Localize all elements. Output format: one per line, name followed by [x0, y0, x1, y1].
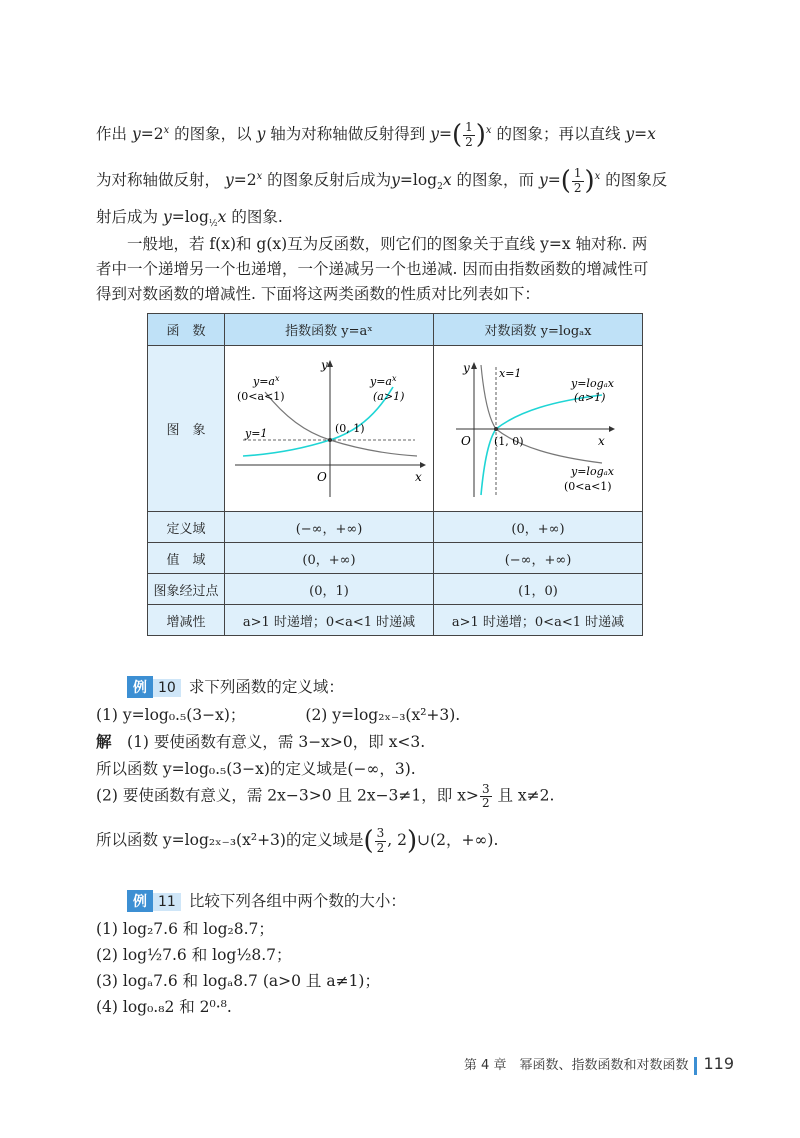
ex11-q3: (3) logₐ7.6 和 logₐ8.7 (a>0 且 a≠1)；: [96, 972, 380, 990]
exp-left-cond: (0<a<1): [237, 389, 285, 403]
header-cell: 对数函数 y=logₐx: [434, 314, 643, 346]
intro-line-1: 作出 $y=2^x$ 的图象，以 y 轴为对称轴做反射得到 y=( $\frac{1}{2}$ )$^x$ 的图象；再以直线 y=x: [96, 120, 656, 150]
exp-left-label: $y=a^x$: [253, 373, 280, 388]
example-badge: 例: [127, 890, 153, 912]
log-origin-label: O: [461, 433, 471, 448]
ex10-solution-4: 所以函数 y=log₂ₓ₋₃(x²+3)的定义域是( $\frac{3}{2}$ , 2)∪(2，+∞).: [96, 826, 499, 856]
table-row: [148, 574, 643, 605]
log-top-label: y=logₐx: [571, 376, 614, 390]
log-point-label: (1, 0): [494, 434, 524, 448]
example-number: 11: [153, 893, 181, 911]
exp-y-label: y: [321, 357, 328, 372]
ex10-solution-3: (2) 要使函数有意义，需 2x−3>0 且 2x−3≠1，即 x> $\frac{3}{2}$ 且 x≠2.: [96, 782, 555, 811]
exp-intersection-point: [328, 438, 332, 442]
footer-divider: [694, 1057, 697, 1075]
log-intersection-point: [494, 427, 498, 431]
log-y-label: y: [463, 360, 470, 375]
page-number: 119: [703, 1054, 734, 1073]
graph-label: 图 象: [148, 346, 225, 512]
example-number: 10: [153, 679, 181, 697]
solution-label: 解: [96, 732, 112, 751]
ex10-questions: (1) y=log₀.₅(3−x)； (2) y=log₂ₓ₋₃(x²+3).: [96, 706, 461, 724]
example-11-title: 例 11 比较下列各组中两个数的大小：: [127, 889, 406, 912]
comparison-table: [147, 313, 643, 636]
graph-row: [148, 346, 643, 512]
example-10-title: 例 10 求下列函数的定义域：: [127, 675, 344, 698]
exp-graph: [225, 347, 433, 507]
exp-cell: (−∞，+∞): [225, 512, 434, 543]
log-graph-cell: [434, 346, 643, 512]
exp-right-cond: (a>1): [373, 389, 405, 403]
row-label: 增减性: [148, 605, 225, 636]
page-footer: [464, 1054, 734, 1075]
table-header-row: [148, 314, 643, 346]
log-cell: (0，+∞): [434, 512, 643, 543]
log-x-label: x: [598, 433, 605, 448]
table-row: [148, 543, 643, 574]
exp-y-arrow: [327, 360, 333, 367]
log-cell: (−∞，+∞): [434, 543, 643, 574]
exp-cell: (0，+∞): [225, 543, 434, 574]
log-graph: [434, 347, 642, 507]
log-cell: (1，0): [434, 574, 643, 605]
example-badge: 例: [127, 676, 153, 698]
log-cell: a>1 时递增；0<a<1 时递减: [434, 605, 643, 636]
log-bot-label: y=logₐx: [571, 464, 614, 478]
ex10-solution-1: 解 (1) 要使函数有意义，需 3−x>0，即 x<3.: [96, 732, 426, 751]
intro-line-3: 射后成为 $y=\log_{\frac{1}{2}}x$ 的图象.: [96, 208, 283, 230]
log-x-arrow: [609, 426, 615, 432]
exp-cell: (0，1): [225, 574, 434, 605]
exp-right-label: $y=a^x$: [370, 373, 397, 388]
chapter-title: 第 4 章 幂函数、指数函数和对数函数: [463, 1058, 689, 1073]
ex11-q4: (4) log₀.₈2 和 2⁰·⁸.: [96, 998, 232, 1016]
exp-y1-label: y=1: [245, 426, 268, 440]
para2-line-2: 者中一个递增另一个也递增，一个递减另一个也递减. 因而由指数函数的增减性可: [96, 260, 649, 278]
log-top-cond: (a>1): [574, 390, 606, 404]
table-row: [148, 605, 643, 636]
ex11-q1: (1) log₂7.6 和 log₂8.7；: [96, 920, 274, 938]
log-y-arrow: [471, 362, 477, 369]
header-cell: 指数函数 y=aˣ: [225, 314, 434, 346]
exp-x-arrow: [420, 462, 426, 468]
para2-line-1: 一般地，若 f(x)和 g(x)互为反函数，则它们的图象关于直线 y=x 轴对称. 两: [127, 235, 648, 253]
exp-graph-cell: [225, 346, 434, 512]
ex11-q2: (2) log½7.6 和 log½8.7；: [96, 946, 292, 964]
para2-line-3: 得到对数函数的增减性. 下面将这两类函数的性质对比列表如下：: [96, 285, 540, 303]
row-label: 定义域: [148, 512, 225, 543]
log-x1-label: x=1: [499, 366, 522, 380]
ex10-solution-2: 所以函数 y=log₀.₅(3−x)的定义域是(−∞，3).: [96, 760, 416, 778]
log-bot-cond: (0<a<1): [564, 479, 612, 493]
row-label: 值 域: [148, 543, 225, 574]
exp-x-label: x: [415, 469, 422, 484]
intro-line-2: 为对称轴做反射， $y=2^x$ 的图象反射后成为$y=\log_2x$ 的图象，而 y=( $\frac{1}{2}$ )$^x$ 的图象反: [96, 166, 668, 196]
row-label: 图象经过点: [148, 574, 225, 605]
header-cell: 函 数: [148, 314, 225, 346]
exp-cell: a>1 时递增；0<a<1 时递减: [225, 605, 434, 636]
exp-origin-label: O: [317, 469, 327, 484]
exp-point-label: (0, 1): [335, 421, 365, 435]
table-row: [148, 512, 643, 543]
